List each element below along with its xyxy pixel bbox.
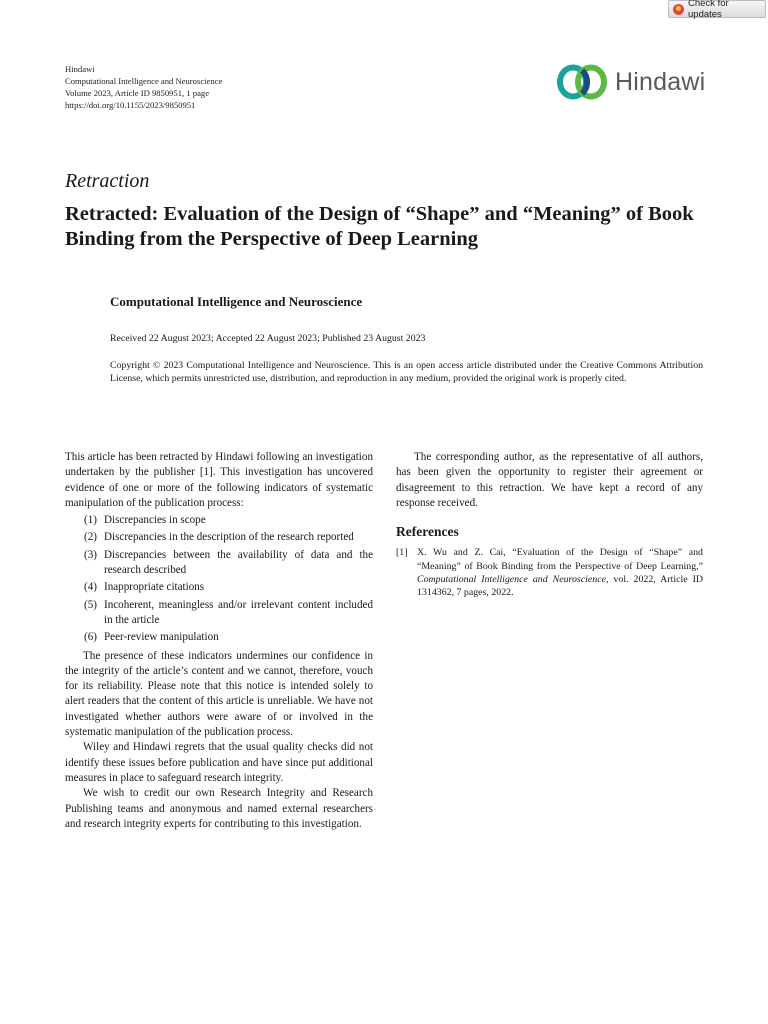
list-item: (5) Incoherent, meaningless and/or irrelevant content included in the article xyxy=(84,598,373,626)
list-item: (3) Discrepancies between the availability of data and the research described xyxy=(84,548,373,577)
body-paragraph: We wish to credit our own Research Integrity and Research Publishing teams and anonymous and named external researchers and research integrity experts for contributing to this investigation. xyxy=(65,787,373,830)
reference-item: [1] X. Wu and Z. Cai, “Evaluation of the Design of “Shape” and “Meaning” of Book Binding from the Perspective of Deep Learning,” Computational Intelligence and Neuroscience, vol. 2022, Article ID 1314362, 7 pages, 2022. xyxy=(396,547,703,599)
intro-paragraph: This article has been retracted by Hindawi following an investigation undertaken by the publisher [1]. This investigation has uncovered evidence of one or more of the following indicators of systematic manipulation of the publication process: xyxy=(65,451,373,509)
indicator-list xyxy=(65,513,373,645)
journal-name: Computational Intelligence and Neuroscience xyxy=(65,76,223,86)
left-column xyxy=(65,450,373,832)
article-dates: Received 22 August 2023; Accepted 22 August 2023; Published 23 August 2023 xyxy=(110,333,426,344)
article-type: Retraction xyxy=(65,170,150,192)
article-author: Computational Intelligence and Neuroscience xyxy=(110,294,363,309)
check-for-updates-button[interactable] xyxy=(668,0,766,18)
list-item: (4) Inappropriate citations xyxy=(84,581,205,594)
article-title: Retracted: Evaluation of the Design of “Shape” and “Meaning” of Book Binding from the Perspective of Deep Learning xyxy=(65,203,694,250)
publisher-name: Hindawi xyxy=(65,64,95,74)
reference-journal: Computational Intelligence and Neuroscience xyxy=(417,574,606,586)
right-column xyxy=(396,450,703,600)
article-meta xyxy=(65,63,222,111)
list-item: (1) Discrepancies in scope xyxy=(84,514,206,527)
copyright-notice: Copyright © 2023 Computational Intelligence and Neuroscience. This is an open access article distributed under the Creative Commons Attribution License, which permits unrestricted use, distribution, and reproduction in any medium, provided the original work is properly cited. xyxy=(110,360,703,385)
list-item: (2) Discrepancies in the description of the research reported xyxy=(84,531,354,544)
references-heading: References xyxy=(396,524,459,540)
logo-wordmark: Hindawi xyxy=(615,67,706,96)
body-paragraph: The presence of these indicators undermines our confidence in the integrity of the article’s content and we cannot, therefore, vouch for its reliability. Please note that this notice is intended solely to alert readers that the content of this article is unreliable. We have not investigated whether authors were aware of or involved in the systematic manipulation of the publication process. xyxy=(65,649,373,739)
hindawi-logo xyxy=(555,62,705,102)
body-paragraph: The corresponding author, as the representative of all authors, has been given the opportunity to register their agreement or disagreement to this retraction. We have kept a record of any response received. xyxy=(396,451,703,509)
body-paragraph: Wiley and Hindawi regrets that the usual quality checks did not identify these issues before publication and have since put additional measures in place to safeguard research integrity. xyxy=(65,741,373,784)
check-for-updates-label: Check for updates xyxy=(688,0,729,20)
volume-info: Volume 2023, Article ID 9850951, 1 page xyxy=(65,88,210,98)
crossmark-icon xyxy=(673,4,684,15)
hindawi-logo-icon xyxy=(555,62,609,102)
list-item: (6) Peer-review manipulation xyxy=(84,631,219,644)
doi-link[interactable]: https://doi.org/10.1155/2023/9850951 xyxy=(65,100,196,110)
reference-number: [1] xyxy=(396,547,408,559)
